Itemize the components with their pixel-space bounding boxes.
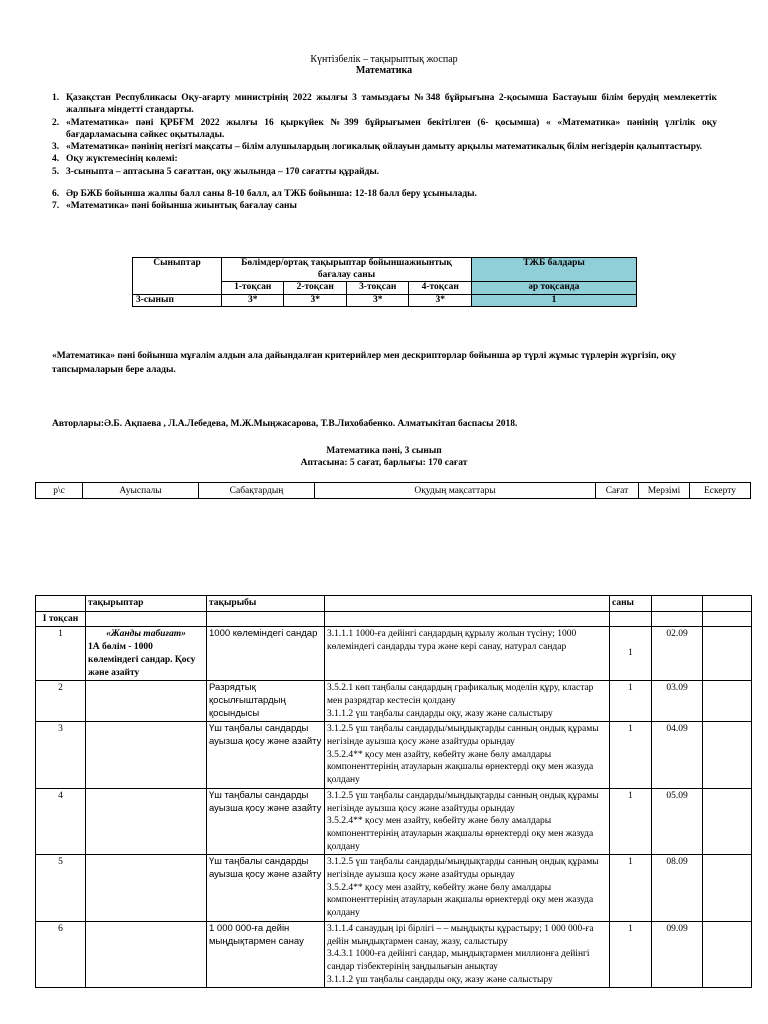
authors-line: Авторлары:Ә.Б. Ақпаева , Л.А.Лебедева, М.Ж.Мыңжасарова, Т.В.Лихобабенко. Алматыкітап баспасы 2018. — [52, 419, 518, 429]
col-hours: Сағат — [596, 483, 639, 499]
col-tjb: ТЖБ балдары — [472, 258, 637, 282]
quarter-1-header: 1-тоқсан — [222, 282, 284, 295]
list-item: 6. Әр БЖБ бойынша жалпы балл саны 8-10 балл, ал ТЖБ бойынша: 12-18 балл беру ұсынылады. — [52, 189, 477, 200]
teacher-note: «Математика» пәні бойынша мұғалім алдын ала дайындалған критерийлер мен дескрипторлар бойынша әр түрлі жұмыс түрлерін жүргізіп, оқу тапсырмаларын бере алады. — [52, 351, 677, 375]
quarter-2-header: 2-тоқсан — [284, 282, 346, 295]
table-row: 1 «Жанды табиғат» 1А бөлім - 1000 көлеміндегі сандар. Қосу және азайту 1000 көлеміндегі сандар 3.1.1.1 1000-ға дейінгі сандардың құрылу жолын түсіну; 1000 көлеміндегі сандарды тура және кері санау, натурал сандар 1 02.09 — [36, 627, 752, 681]
plan-title: Күнтізбелік – тақырыптық жоспар — [310, 54, 458, 65]
col-topic-cont: тақырыптар — [86, 596, 207, 612]
col-lesson: Сабақтардың — [199, 483, 315, 499]
table-row: 4 Үш таңбалы сандарды ауызша қосу және азайту 3.1.2.5 үш таңбалы сандарды/мыңдықтарды санның ондық құрамы негізінде ауызша қосу және азайтуды орындау 3.5.2.4** қосу мен азайту, көбейту және бөлу амалдары компоненттерінің атауларын жақшалы өрнектерді оқу мен жазуда қолдану 1 05.09 — [36, 788, 752, 855]
list-item: 2. «Математика» пәні ҚРБҒМ 2022 жылғы 16 қыркүйек №399 бұйрығымен бекітілген (6- қосымша) « «Математика» пәнінің үлгілік оқу бағдарламасына сәйкес оқытылады. — [52, 117, 717, 140]
col-topic: Ауыспалы — [83, 483, 199, 499]
list-item: 7. «Математика» пәні бойынша жиынтық бағалау саны — [52, 201, 297, 212]
col-hours-cont: саны — [610, 596, 652, 612]
course-subtitle: Аптасына: 5 сағат, барлығы: 170 сағат — [300, 458, 468, 468]
subject-title: Математика — [355, 65, 413, 76]
quarter-4-header: 4-тоқсан — [409, 282, 472, 295]
col-classes: Сыныптар — [133, 258, 222, 295]
table-row: 2 Разрядтық қосылғыштардың қосындысы 3.5.2.1 көп таңбалы сандардың графикалық моделін құру, кластар мен разрядтар кестесін қолдану 3.1.1.2 үш таңбалы сандарды оқу, жазу және салыстыру 1 03.09 — [36, 681, 752, 722]
tjb-sub-header: әр тоқсанда — [472, 282, 637, 295]
col-num: р\с — [36, 483, 83, 499]
table-row: 6 1 000 000-ға дейін мыңдықтармен санау 3.1.1.4 санаудың ірі бірлігі – – мыңдықты құрастыру; 1 000 000-ға дейін мыңдықтармен санау, жазу, салыстыру 3.4.3.1 1000-ға дейінгі сандар, мыңдықтармен миллионға дейінгі сандар тізбектерінің заңдылығын анықтау 3.1.1.2 үш таңбалы сандарды оқу, жазу және салыстыру 1 09.09 — [36, 921, 752, 988]
col-sections: Бөлімдер/ортақ тақырыптар бойыншажиынтық бағалау саны — [222, 258, 472, 282]
section-title: «Жанды табиғат» — [106, 629, 186, 640]
requirements-list — [52, 92, 717, 213]
col-lesson-cont: тақырыбы — [207, 596, 325, 612]
col-goals: Оқудың мақсаттары — [315, 483, 596, 499]
table-row: 3-сынып 3* 3* 3* 3* 1 — [133, 294, 637, 307]
table-row: 5 Үш таңбалы сандарды ауызша қосу және азайту 3.1.2.5 үш таңбалы сандарды/мыңдықтарды санның ондық құрамы негізінде ауызша қосу және азайтуды орындау 3.5.2.4** қосу мен азайту, көбейту және бөлу амалдары компоненттерінің атауларын жақшалы өрнектерді оқу мен жазуда қолдану 1 08.09 — [36, 855, 752, 922]
col-date: Мерзімі — [639, 483, 690, 499]
quarter-3-header: 3-тоқсан — [346, 282, 408, 295]
col-note: Ескерту — [690, 483, 751, 499]
table-row: 3 Үш таңбалы сандарды ауызша қосу және азайту 3.1.2.5 үш таңбалы сандарды/мыңдықтарды санның ондық құрамы негізінде ауызша қосу және азайтуды орындау 3.5.2.4** қосу мен азайту, көбейту және бөлу амалдары компоненттерінің атауларын жақшалы өрнектерді оқу мен жазуда қолдану 1 04.09 — [36, 722, 752, 789]
list-item: 5. 3-сыныпта – аптасына 5 сағаттан, оқу жылында – 170 сағатты құрайды. — [52, 166, 380, 177]
list-item: 1. Қазақстан Республикасы Оқу-ағарту министрінің 2022 жылғы 3 тамыздағы №348 бұйрығына 2-қосымша Бастауыш білім берудің мемлекеттік жалпыға міндетті стандарты. — [52, 93, 717, 116]
list-item: 3. «Математика» пәнінің негізгі мақсаты – білім алушылардың логикалық ойлауын дамыту арқылы математикалық білім негіздерін қалыптастыру. — [52, 142, 703, 153]
quarter-label: I тоқсан — [36, 611, 86, 627]
grading-table — [132, 257, 637, 307]
section-subtitle: 1А бөлім - 1000 көлеміндегі сандар. Қосу және азайту — [88, 642, 196, 678]
course-title: Математика пәні, 3 сынып — [326, 446, 442, 456]
plan-table — [35, 595, 752, 988]
list-item: 4. Оқу жүктемесінің көлемі: — [52, 154, 178, 165]
plan-header-table — [35, 482, 751, 499]
